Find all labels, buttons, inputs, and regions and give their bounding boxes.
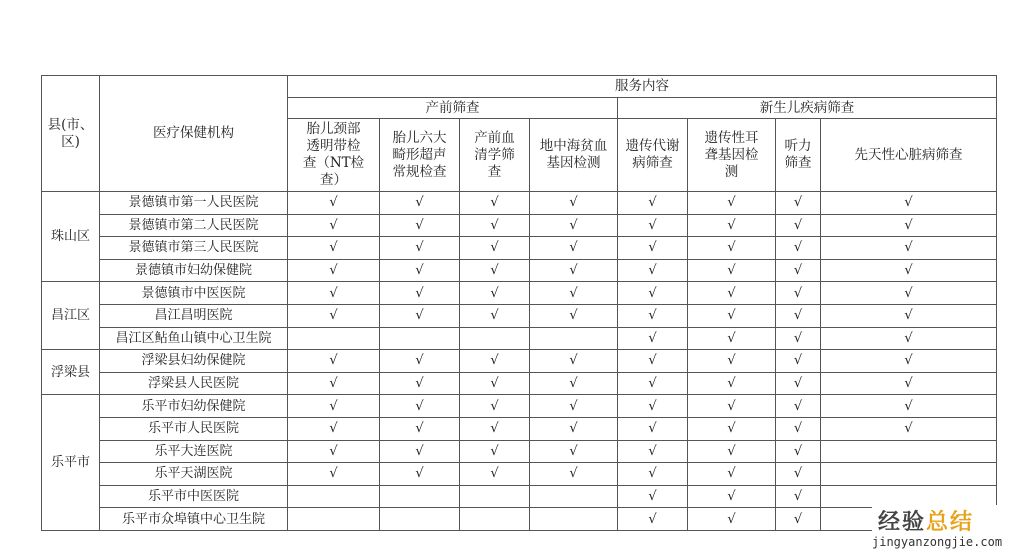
service-check-cell: √: [776, 214, 821, 237]
institution-cell: 乐平大连医院: [100, 440, 288, 463]
service-check-cell: √: [688, 214, 776, 237]
service-check-cell: √: [618, 259, 688, 282]
service-check-cell: √: [530, 304, 618, 327]
service-check-cell: √: [460, 237, 530, 260]
table-body: [42, 192, 997, 531]
service-check-cell: √: [460, 192, 530, 215]
header-deafness-gene-test: 遗传性耳聋基因检测: [688, 119, 776, 192]
service-check-cell: √: [288, 282, 380, 305]
county-cell: 珠山区: [42, 192, 100, 282]
table-row: [42, 327, 997, 350]
service-check-cell: √: [776, 192, 821, 215]
service-check-cell: √: [776, 485, 821, 508]
service-check-cell: √: [380, 395, 460, 418]
service-check-cell: √: [380, 304, 460, 327]
service-check-cell: √: [618, 214, 688, 237]
watermark: [872, 505, 1022, 553]
service-check-cell: [460, 508, 530, 531]
service-check-cell: √: [288, 417, 380, 440]
institution-cell: 乐平市妇幼保健院: [100, 395, 288, 418]
institution-cell: 昌江区鲇鱼山镇中心卫生院: [100, 327, 288, 350]
service-check-cell: √: [530, 192, 618, 215]
service-check-cell: √: [821, 372, 997, 395]
service-check-cell: [821, 440, 997, 463]
service-check-cell: √: [460, 304, 530, 327]
service-check-cell: √: [288, 214, 380, 237]
table-row: [42, 214, 997, 237]
service-check-cell: √: [618, 350, 688, 373]
service-check-cell: √: [618, 372, 688, 395]
service-check-cell: [380, 485, 460, 508]
service-check-cell: √: [288, 440, 380, 463]
service-check-cell: √: [380, 259, 460, 282]
service-check-cell: √: [618, 192, 688, 215]
table-row: [42, 417, 997, 440]
table-row: [42, 304, 997, 327]
header-thalassemia-test: 地中海贫血基因检测: [530, 119, 618, 192]
service-check-cell: √: [821, 395, 997, 418]
header-prenatal-group: 产前筛查: [288, 98, 618, 119]
service-check-cell: [460, 485, 530, 508]
service-check-cell: [380, 508, 460, 531]
institution-cell: 景德镇市第二人民医院: [100, 214, 288, 237]
service-check-cell: √: [288, 192, 380, 215]
service-check-cell: √: [530, 395, 618, 418]
service-check-cell: √: [821, 237, 997, 260]
institution-cell: 乐平市众埠镇中心卫生院: [100, 508, 288, 531]
service-check-cell: √: [821, 350, 997, 373]
service-check-cell: √: [688, 237, 776, 260]
service-check-cell: [530, 485, 618, 508]
service-check-cell: √: [776, 440, 821, 463]
service-check-cell: √: [530, 259, 618, 282]
institution-cell: 浮梁县人民医院: [100, 372, 288, 395]
service-check-cell: √: [776, 282, 821, 305]
service-check-cell: [288, 485, 380, 508]
service-check-cell: √: [530, 237, 618, 260]
service-check-cell: √: [380, 214, 460, 237]
institution-cell: 景德镇市妇幼保健院: [100, 259, 288, 282]
header-ultrasound-check: 胎儿六大畸形超声常规检查: [380, 119, 460, 192]
header-metabolic-screening: 遗传代谢病筛查: [618, 119, 688, 192]
service-check-cell: √: [776, 327, 821, 350]
service-check-cell: [288, 327, 380, 350]
service-check-cell: √: [530, 372, 618, 395]
service-check-cell: √: [460, 395, 530, 418]
service-check-cell: √: [460, 372, 530, 395]
header-county: 县(市、区): [42, 76, 100, 192]
table-row: [42, 440, 997, 463]
service-check-cell: √: [460, 463, 530, 486]
table-row: [42, 192, 997, 215]
institution-cell: 景德镇市第三人民医院: [100, 237, 288, 260]
service-check-cell: √: [618, 327, 688, 350]
service-check-cell: √: [821, 417, 997, 440]
table-row: [42, 237, 997, 260]
service-check-cell: √: [688, 282, 776, 305]
service-check-cell: √: [776, 463, 821, 486]
service-check-cell: √: [688, 440, 776, 463]
header-hearing-screening: 听力筛查: [776, 119, 821, 192]
watermark-title: [878, 505, 974, 536]
service-check-cell: √: [821, 259, 997, 282]
service-check-cell: √: [618, 304, 688, 327]
service-check-cell: √: [460, 417, 530, 440]
service-check-cell: [380, 327, 460, 350]
service-check-cell: √: [530, 350, 618, 373]
institution-cell: 景德镇市中医医院: [100, 282, 288, 305]
header-newborn-group: 新生儿疾病筛查: [618, 98, 997, 119]
service-check-cell: √: [530, 417, 618, 440]
service-check-cell: √: [288, 304, 380, 327]
service-check-cell: √: [618, 485, 688, 508]
service-check-cell: √: [776, 417, 821, 440]
service-check-cell: √: [460, 350, 530, 373]
service-check-cell: √: [530, 214, 618, 237]
service-check-cell: √: [618, 508, 688, 531]
service-check-cell: √: [776, 508, 821, 531]
service-check-cell: √: [821, 282, 997, 305]
header-nt-check: 胎儿颈部透明带检查（NT检查）: [288, 119, 380, 192]
service-check-cell: √: [618, 282, 688, 305]
service-check-cell: √: [776, 395, 821, 418]
service-check-cell: √: [530, 282, 618, 305]
service-check-cell: √: [530, 440, 618, 463]
service-check-cell: √: [618, 463, 688, 486]
service-check-cell: √: [688, 463, 776, 486]
service-check-cell: √: [688, 395, 776, 418]
table-row: [42, 282, 997, 305]
service-check-cell: √: [688, 304, 776, 327]
table-row: [42, 508, 997, 531]
service-check-cell: √: [288, 350, 380, 373]
service-check-cell: √: [688, 350, 776, 373]
service-check-cell: √: [776, 304, 821, 327]
watermark-url: jingyanzongjie.com: [872, 535, 1003, 549]
service-check-cell: √: [688, 327, 776, 350]
service-check-cell: √: [821, 192, 997, 215]
table-row: [42, 259, 997, 282]
service-check-cell: √: [288, 259, 380, 282]
institution-cell: 浮梁县妇幼保健院: [100, 350, 288, 373]
table-row: [42, 372, 997, 395]
header-services: 服务内容: [288, 76, 997, 98]
county-cell: 浮梁县: [42, 350, 100, 395]
service-check-cell: √: [688, 259, 776, 282]
service-check-cell: √: [688, 508, 776, 531]
service-check-cell: [288, 508, 380, 531]
service-check-cell: √: [288, 463, 380, 486]
screening-services-table: [41, 75, 997, 531]
institution-cell: 乐平市人民医院: [100, 417, 288, 440]
service-check-cell: √: [618, 395, 688, 418]
header-heart-disease-screening: 先天性心脏病筛查: [821, 119, 997, 192]
service-check-cell: √: [460, 282, 530, 305]
service-check-cell: √: [460, 214, 530, 237]
institution-cell: 景德镇市第一人民医院: [100, 192, 288, 215]
service-check-cell: √: [688, 485, 776, 508]
institution-cell: 昌江昌明医院: [100, 304, 288, 327]
institution-cell: 乐平市中医医院: [100, 485, 288, 508]
watermark-title-prefix: 经验: [878, 510, 927, 535]
service-check-cell: √: [380, 417, 460, 440]
service-check-cell: √: [380, 237, 460, 260]
service-check-cell: √: [688, 417, 776, 440]
service-check-cell: √: [380, 463, 460, 486]
service-check-cell: √: [821, 304, 997, 327]
table-row: [42, 485, 997, 508]
service-check-cell: √: [776, 350, 821, 373]
table-header: [42, 76, 997, 192]
service-check-cell: [821, 463, 997, 486]
service-check-cell: [530, 508, 618, 531]
service-check-cell: √: [288, 372, 380, 395]
service-check-cell: √: [776, 372, 821, 395]
service-check-cell: √: [618, 417, 688, 440]
service-check-cell: √: [460, 259, 530, 282]
service-check-cell: √: [380, 192, 460, 215]
table-row: [42, 350, 997, 373]
service-check-cell: √: [460, 440, 530, 463]
institution-cell: 乐平天湖医院: [100, 463, 288, 486]
service-check-cell: √: [380, 440, 460, 463]
service-check-cell: √: [380, 282, 460, 305]
header-institution: 医疗保健机构: [100, 76, 288, 192]
service-check-cell: √: [821, 214, 997, 237]
service-check-cell: [530, 327, 618, 350]
service-check-cell: [460, 327, 530, 350]
service-check-cell: √: [688, 192, 776, 215]
service-check-cell: √: [530, 463, 618, 486]
county-cell: 昌江区: [42, 282, 100, 350]
service-check-cell: √: [618, 440, 688, 463]
table-row: [42, 395, 997, 418]
service-check-cell: √: [776, 259, 821, 282]
service-check-cell: √: [776, 237, 821, 260]
watermark-title-accent: 总结: [926, 510, 975, 535]
service-check-cell: √: [618, 237, 688, 260]
service-check-cell: √: [288, 395, 380, 418]
table-row: [42, 463, 997, 486]
service-check-cell: √: [380, 350, 460, 373]
service-check-cell: √: [821, 327, 997, 350]
service-check-cell: √: [288, 237, 380, 260]
service-check-cell: √: [380, 372, 460, 395]
service-check-cell: √: [688, 372, 776, 395]
county-cell: 乐平市: [42, 395, 100, 531]
header-serum-screening: 产前血清学筛查: [460, 119, 530, 192]
